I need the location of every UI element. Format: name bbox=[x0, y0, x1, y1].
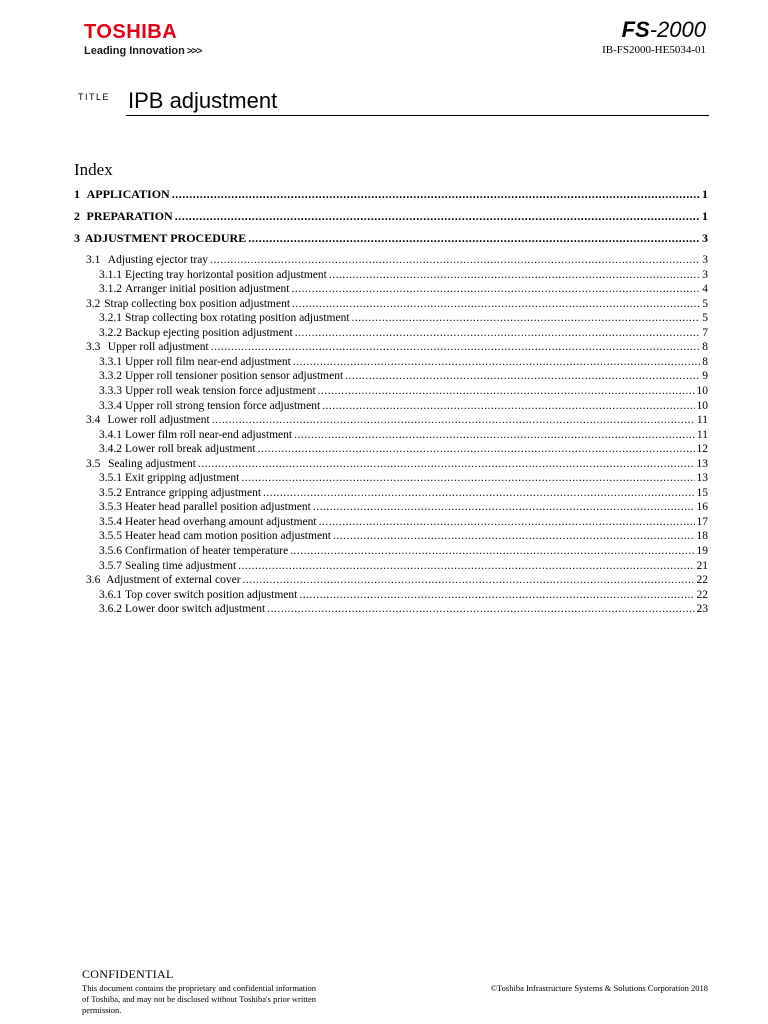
toc-entry-page: 19 bbox=[696, 545, 708, 557]
toc-leader-dots bbox=[198, 458, 695, 470]
toc-leader-dots bbox=[258, 443, 695, 455]
toc-leader-dots bbox=[263, 487, 694, 499]
toc-subsection-entry[interactable] bbox=[74, 429, 708, 441]
tagline-text: Leading Innovation bbox=[84, 45, 185, 57]
toc-leader-dots bbox=[318, 385, 695, 397]
toc-entry-number: 3.1.2 bbox=[99, 283, 122, 296]
toc-entry-number: 3.4.2 bbox=[99, 443, 122, 456]
toc-entry-title: Entrance gripping adjustment bbox=[125, 486, 262, 499]
toc-entry-number: 3.6.2 bbox=[99, 603, 122, 616]
title-label: TITLE bbox=[78, 92, 111, 102]
toc-entry-page: 8 bbox=[702, 341, 708, 354]
toc-entry-page: 22 bbox=[696, 574, 708, 587]
toc-entry-title: Top cover switch position adjustment bbox=[125, 588, 298, 601]
toc-entry-page: 10 bbox=[696, 399, 708, 412]
toc-entry-title: Heater head parallel position adjustment bbox=[125, 501, 311, 514]
toc-entry-title: Heater head cam motion position adjustment bbox=[125, 530, 331, 543]
toc-subsection-entry[interactable] bbox=[74, 603, 708, 615]
toc-entry-number: 3.6 bbox=[86, 574, 101, 587]
toc-entry-number: 3.2.2 bbox=[99, 326, 122, 339]
toc-entry-title: Lower roll adjustment bbox=[107, 414, 210, 427]
toc-entry-page: 4 bbox=[702, 283, 708, 296]
toc-entry-number: 3.5.1 bbox=[99, 472, 122, 485]
model-prefix: FS bbox=[621, 17, 650, 42]
toc-leader-dots bbox=[267, 603, 694, 615]
toc-leader-dots bbox=[243, 574, 695, 586]
tagline-arrows-icon: >>> bbox=[186, 46, 202, 57]
toc-entry-title: Lower door switch adjustment bbox=[125, 603, 266, 616]
toc-entry-number: 3.1.1 bbox=[99, 268, 122, 281]
toc-leader-dots bbox=[352, 312, 701, 324]
toc-entry-title: Confirmation of heater temperature bbox=[125, 545, 289, 557]
toc-entry-title: Exit gripping adjustment bbox=[125, 472, 240, 485]
toc-chapter-entry[interactable] bbox=[74, 187, 708, 202]
brand-name: TOSHIBA bbox=[84, 21, 178, 43]
toc-entry-page: 15 bbox=[696, 486, 708, 499]
toc-leader-dots bbox=[345, 370, 700, 382]
document-title: IPB adjustment bbox=[128, 88, 278, 113]
toc-entry-number: 3.2 bbox=[86, 297, 101, 310]
toc-entry-number: 3.1 bbox=[86, 254, 101, 266]
toc-leader-dots bbox=[294, 429, 695, 441]
toc-leader-dots bbox=[172, 187, 700, 202]
brand-tagline bbox=[84, 45, 201, 58]
toc-subsection-entry[interactable] bbox=[74, 501, 708, 513]
toc-leader-dots bbox=[290, 545, 694, 557]
toc-entry-page: 23 bbox=[696, 603, 708, 616]
toc-entry-number: 3.3.3 bbox=[99, 384, 122, 397]
toc-leader-dots bbox=[333, 530, 695, 542]
toc-subsection-entry[interactable] bbox=[74, 589, 708, 601]
toc-entry-number: 3.3.4 bbox=[99, 399, 122, 412]
toc-entry-title: Adjustment of external cover bbox=[106, 574, 241, 587]
toc-section-entry[interactable] bbox=[74, 574, 708, 586]
toc-entry-title: Upper roll weak tension force adjustment bbox=[125, 384, 316, 397]
toc-entry-number: 3.3 bbox=[86, 341, 101, 354]
confidential-label: CONFIDENTIAL bbox=[82, 967, 174, 981]
toc-entry-number: 3.5 bbox=[86, 457, 101, 470]
toc-subsection-entry[interactable] bbox=[74, 400, 708, 412]
toc-chapter-entry[interactable] bbox=[74, 231, 708, 246]
toc-leader-dots bbox=[248, 231, 700, 246]
toc-leader-dots bbox=[210, 254, 700, 266]
toc-entry-number: 3 bbox=[74, 231, 80, 245]
toc-entry-title: Upper roll tensioner position sensor adjustment bbox=[125, 370, 344, 383]
toc-entry-number: 3.3.2 bbox=[99, 370, 122, 383]
toc-entry-page: 3 bbox=[702, 231, 708, 245]
toc-subsection-entry[interactable] bbox=[74, 356, 708, 368]
toc-entry-number: 3.4.1 bbox=[99, 428, 122, 441]
toc-entry-title: Upper roll film near-end adjustment bbox=[125, 355, 291, 368]
toc-leader-dots bbox=[293, 356, 700, 368]
toc-subsection-entry[interactable] bbox=[74, 283, 708, 295]
toc-entry-number: 1 bbox=[74, 187, 80, 201]
toc-subsection-entry[interactable] bbox=[74, 487, 708, 499]
toc-entry-number: 3.5.3 bbox=[99, 501, 122, 514]
toc-entry-page: 9 bbox=[702, 370, 708, 383]
title-underline bbox=[126, 115, 709, 116]
toc-subsection-entry[interactable] bbox=[74, 545, 708, 557]
toc-entry-page: 12 bbox=[696, 443, 708, 456]
toc-section-entry[interactable] bbox=[74, 298, 708, 310]
toc-subsection-entry[interactable] bbox=[74, 269, 708, 281]
toc-entry-number: 3.6.1 bbox=[99, 588, 122, 601]
index-heading: Index bbox=[74, 160, 113, 179]
toc-subsection-entry[interactable] bbox=[74, 472, 708, 484]
toc-subsection-entry[interactable] bbox=[74, 385, 708, 397]
toc-leader-dots bbox=[319, 516, 695, 528]
toc-entry-title: Ejecting tray horizontal position adjustment bbox=[125, 268, 327, 281]
toc-entry-number: 3.2.1 bbox=[99, 312, 122, 325]
toc-entry-number: 3.3.1 bbox=[99, 355, 122, 368]
toc-entry-number: 3.5.7 bbox=[99, 559, 122, 572]
copyright-notice: ©Toshiba Infrastructure Systems & Solutions Corporation 2018 bbox=[490, 983, 708, 993]
toc-subsection-entry[interactable] bbox=[74, 560, 708, 572]
toc-entry-title: Backup ejecting position adjustment bbox=[125, 326, 293, 339]
toc-entry-number: 2 bbox=[74, 209, 80, 223]
toc-entry-number: 3.5.2 bbox=[99, 486, 122, 499]
toc-leader-dots bbox=[295, 327, 701, 339]
toc-chapter-entry[interactable] bbox=[74, 209, 708, 224]
toc-entry-page: 5 bbox=[702, 312, 708, 325]
toc-entry-title: Arranger initial position adjustment bbox=[125, 283, 290, 296]
toc-section-entry[interactable] bbox=[74, 341, 708, 353]
toc-section-entry[interactable] bbox=[74, 458, 708, 470]
toc-leader-dots bbox=[299, 589, 694, 601]
toc-entry-page: 8 bbox=[702, 355, 708, 368]
toc-subsection-entry[interactable] bbox=[74, 312, 708, 324]
toc-entry-page: 1 bbox=[702, 187, 708, 201]
toc-subsection-entry[interactable] bbox=[74, 443, 708, 455]
toc-leader-dots bbox=[212, 414, 695, 426]
document-number: IB-FS2000-HE5034-01 bbox=[602, 44, 706, 56]
toc-subsection-entry[interactable] bbox=[74, 530, 708, 542]
toc-leader-dots bbox=[322, 400, 694, 412]
toc-leader-dots bbox=[238, 560, 694, 572]
toc-entry-number: 3.5.5 bbox=[99, 530, 122, 543]
toc-entry-title: Heater head overhang amount adjustment bbox=[125, 515, 317, 528]
toc-entry-page: 22 bbox=[696, 588, 708, 601]
toc-entry-page: 5 bbox=[702, 297, 708, 310]
toc-entry-page: 1 bbox=[702, 209, 708, 223]
toc-entry-page: 13 bbox=[696, 472, 708, 485]
toc-entry-title: Upper roll adjustment bbox=[107, 341, 209, 354]
toc-subsection-entry[interactable] bbox=[74, 327, 708, 339]
toc-entry-page: 13 bbox=[696, 457, 708, 470]
toc-entry-page: 16 bbox=[696, 501, 708, 514]
toc-leader-dots bbox=[291, 283, 700, 295]
toc-entry-number: 3.5.6 bbox=[99, 545, 122, 557]
toc-entry-page: 3 bbox=[702, 254, 708, 266]
toc-entry-title: PREPARATION bbox=[86, 209, 173, 223]
toc-leader-dots bbox=[292, 298, 700, 310]
toc-section-entry[interactable] bbox=[74, 254, 708, 266]
toc-entry-page: 7 bbox=[702, 326, 708, 339]
confidentiality-disclaimer: This document contains the proprietary and confidential information of Toshiba, and may not be disclosed without Toshiba's prior written permission. bbox=[82, 983, 316, 1015]
toc-leader-dots bbox=[175, 209, 700, 224]
toc-entry-page: 18 bbox=[696, 530, 708, 543]
toc-entry-page: 10 bbox=[696, 384, 708, 397]
toc-entry-title: Sealing time adjustment bbox=[125, 559, 237, 572]
toc-leader-dots bbox=[211, 341, 701, 353]
toc-entry-number: 3.5.4 bbox=[99, 515, 122, 528]
toc-entry-title: Sealing adjustment bbox=[108, 457, 196, 470]
toc-entry-title: APPLICATION bbox=[86, 187, 170, 201]
toc-leader-dots bbox=[313, 501, 695, 513]
model-suffix: -2000 bbox=[649, 17, 706, 42]
toshiba-logo bbox=[84, 22, 201, 58]
toc-entry-title: Lower roll break adjustment bbox=[125, 443, 256, 456]
toc-leader-dots bbox=[241, 472, 694, 484]
toc-section-entry[interactable] bbox=[74, 414, 708, 426]
toc-entry-page: 11 bbox=[696, 428, 708, 441]
toc-entry-page: 11 bbox=[696, 414, 708, 427]
toc-entry-title: Upper roll strong tension force adjustment bbox=[125, 399, 321, 412]
model-name bbox=[622, 17, 706, 43]
toc-entry-title: ADJUSTMENT PROCEDURE bbox=[84, 231, 247, 245]
toc-entry-number: 3.4 bbox=[86, 414, 101, 427]
toc-subsection-entry[interactable] bbox=[74, 370, 708, 382]
toc-entry-title: Strap collecting box rotating position adjustment bbox=[125, 312, 350, 325]
toc-entry-page: 17 bbox=[696, 515, 708, 528]
toc-entry-title: Strap collecting box position adjustment bbox=[104, 297, 291, 310]
toc-entry-title: Lower film roll near-end adjustment bbox=[125, 428, 293, 441]
toc-leader-dots bbox=[329, 269, 700, 281]
toc-subsection-entry[interactable] bbox=[74, 516, 708, 528]
toc-entry-title: Adjusting ejector tray bbox=[107, 254, 209, 266]
toc-entry-page: 21 bbox=[696, 559, 708, 572]
toc-entry-page: 3 bbox=[702, 268, 708, 281]
